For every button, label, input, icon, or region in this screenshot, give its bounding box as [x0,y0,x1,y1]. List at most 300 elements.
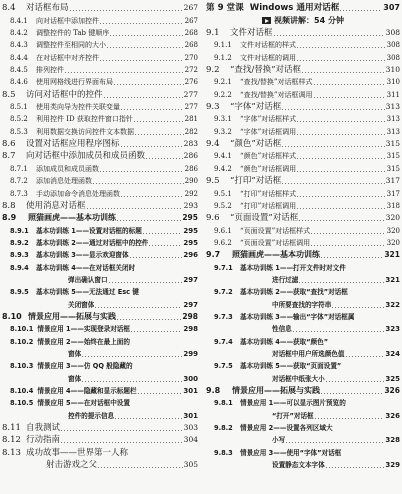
entry-number: 9.4.2 [214,164,232,173]
toc-left-column [2,2,198,471]
leader-dots [100,23,184,24]
entry-page: 282 [184,127,198,136]
entry-title: “颜色”对话框调用 [240,164,297,173]
entry-page: 276 [184,78,198,87]
entry-number: 9.7.4 [214,337,233,346]
entry-number: 9.7.5 [214,362,233,371]
entry-number: 9.8 [206,386,221,395]
entry-page: 322 [385,300,400,309]
toc-entry [2,409,198,421]
entry-title: 中所要查找的字符串 [272,300,332,309]
entry-number: 9.8.3 [214,448,233,457]
entry-number: 8.4.2 [10,29,28,38]
entry-number: 9.2.2 [214,90,232,99]
toc-entry [2,459,198,471]
leader-dots [149,245,182,246]
entry-page: 326 [385,411,400,420]
entry-page: 303 [183,423,198,433]
entry-title: “页面设置”对话框样式 [240,226,311,235]
leader-dots [121,146,183,147]
entry-page: 308 [385,28,400,38]
leader-dots [70,10,183,11]
entry-number: 9.4 [206,139,220,150]
entry-number: 9.6 [206,213,220,224]
entry-page: 321 [385,275,400,284]
entry-number: 9.3.2 [214,127,232,136]
toc-entry [206,249,400,261]
toc-entry [2,76,198,88]
entry-title: 弹出确认窗口 [68,275,108,284]
entry-title: 自我测试 [26,423,61,434]
entry-title: 照猫画虎——基本功训练 [232,250,320,260]
toc-entry [2,14,198,26]
toc-entry [206,88,400,100]
leader-dots [134,121,184,122]
leader-dots [107,47,184,48]
toc-entry [206,286,400,298]
entry-page: 313 [386,115,400,124]
entry-number: 8.4.4 [10,53,28,62]
toc-entry [2,237,198,249]
entry-number: 9.8.2 [214,424,233,433]
toc-entry [2,88,198,100]
entry-page: 321 [384,250,400,260]
toc-entry [206,335,400,347]
leader-dots [98,467,183,468]
leader-dots [297,171,385,172]
entry-title: 向对话框中添加成员和成员函数 [26,151,146,162]
entry-number: 8.9.5 [10,288,29,297]
entry-page: 297 [183,275,198,284]
toc-entry [206,76,400,88]
toc-entry [206,125,400,137]
entry-title: 调整控件至相同的大小 [36,41,106,50]
entry-title: 设置静态文本字体 [272,461,325,470]
toc-entry [2,249,198,261]
toc-entry [2,446,198,458]
entry-page: 293 [183,200,198,210]
entry-title: 对话框中用户所选颜色值 [272,349,345,358]
entry-title: 基本功训练 3——显示欢迎窗体 [36,251,129,260]
leader-dots [100,171,184,172]
entry-number: 8.9.1 [10,226,29,235]
entry-title: 基本功训练 4——获取“颜色” [240,337,329,346]
leader-dots [282,183,384,184]
leader-dots [131,331,182,332]
leader-dots [299,282,384,283]
toc-entry [206,348,400,360]
toc-entry [206,397,400,409]
entry-page: 267 [184,16,198,25]
leader-dots [110,35,183,36]
entry-page: 277 [184,103,198,112]
entry-number: 9.1 [206,28,220,39]
entry-title: 使用类向导为控件关联变量 [36,103,120,112]
leader-dots [130,257,183,258]
leader-dots [297,134,385,135]
entry-number: 8.4.1 [10,16,28,25]
entry-page: 296 [183,251,198,260]
entry-number: 9.1.2 [214,53,232,62]
entry-title: “页面设置”对话框 [230,213,299,224]
toc-entry [206,27,400,39]
entry-page: 315 [386,164,400,173]
entry-title: 情景应用——拓展与实践 [232,386,320,395]
toc-entry [206,434,400,446]
toc-entry [206,298,400,310]
toc-entry [2,286,198,298]
entry-page: 320 [386,226,400,235]
leader-dots [311,233,385,234]
entry-number: 9.3 [206,102,220,113]
entry-title: 基本功训练 1——打开文件时对文件 [240,263,346,272]
entry-title: 手动添加命令消息处理函数 [36,189,120,198]
entry-title: “颜色”对话框样式 [240,152,297,161]
entry-title: 成功故事——世界第一人称 [26,447,129,458]
leader-dots [61,442,183,443]
entry-page: 320 [386,238,400,247]
toc-entry [2,348,198,360]
entry-title: 访问对话框中的控件 [26,89,103,100]
toc-entry [2,385,198,397]
entry-page: 311 [386,90,400,99]
entry-title: “字体”对话框 [230,102,282,113]
toc-entry [2,311,198,323]
leader-dots [114,84,184,85]
leader-dots [297,208,385,209]
entry-title: 利用控件 ID 获取控件窗口指针 [36,115,133,124]
entry-number: 8.8 [2,200,16,211]
entry-title: “查找/替换”对话框 [230,65,302,76]
entry-number: 8.5.1 [10,103,28,112]
leader-dots [146,158,183,159]
entry-page: 326 [384,386,400,395]
leader-dots [115,418,182,419]
entry-number: 8.10 [2,311,22,321]
entry-page: 325 [385,374,400,383]
entry-page: 323 [385,325,400,334]
leader-dots [117,220,181,221]
entry-number: 8.4.5 [10,66,28,75]
entry-number: 8.7.2 [10,177,28,186]
entry-page: 310 [385,65,400,75]
entry-page: 328 [385,436,400,445]
toc-right-entries [206,27,400,471]
entry-title: “查找/替换”对话框调用 [240,90,313,99]
leader-dots [274,35,385,36]
entry-number: 9.5.1 [214,189,232,198]
leader-dots [121,196,184,197]
entry-number: 9.6.1 [214,226,232,235]
entry-title: “查找/替换”对话框样式 [240,78,313,87]
entry-number: 8.13 [2,447,21,458]
entry-title: 情景应用 4——隐藏和显示标题栏 [37,387,137,395]
toc-entry [2,138,198,150]
entry-title: 进行过滤 [272,275,299,284]
leader-dots [138,393,183,394]
leader-dots [87,208,183,209]
toc-entry [2,274,198,286]
toc-entry [2,39,198,51]
entry-number: 8.11 [2,423,21,434]
toc-entry [2,434,198,446]
entry-title: 文件对话框的样式 [240,41,296,50]
toc-entry [2,335,198,347]
entry-page: 267 [183,3,198,13]
entry-title: 基本功训练 5——无法通过 Esc 键 [36,288,139,297]
entry-number: 9.7 [206,250,221,260]
leader-dots [314,97,386,98]
entry-title: 情景应用 1——可以显示图片预览的 [240,399,346,408]
entry-title: 调整控件的 Tab 键顺序 [36,29,110,38]
entry-page: 272 [184,66,198,75]
leader-dots [297,47,386,48]
entry-number: 8.6 [2,139,16,150]
leader-dots [321,393,383,394]
toc-entry [206,212,400,224]
leader-dots [143,233,183,234]
entry-title: 文件对话框 [230,28,273,39]
toc-entry [206,385,400,397]
entry-number: 9.7.2 [214,288,233,297]
toc-entry [206,237,400,249]
entry-title: 设置对话框应用程序图标 [26,139,120,150]
entry-page: 329 [385,461,400,470]
chapter-title: Windows 通用对话框 [249,3,340,14]
leader-dots [93,183,184,184]
toc-entry [206,409,400,421]
entry-page: 299 [183,349,198,358]
leader-dots [321,257,383,258]
toc-entry [206,64,400,76]
entry-number: 9.3.1 [214,115,232,124]
leader-dots [302,72,385,73]
entry-number: 8.12 [2,435,21,446]
entry-title: 窗体 [68,349,82,358]
toc-entry [2,51,198,63]
entry-page: 283 [183,139,198,149]
leader-dots [282,109,384,110]
entry-number: 8.9 [2,213,17,223]
entry-title: 基本功训练 2——通过对话框中的控件 [36,238,149,247]
entry-number: 8.7 [2,151,16,162]
entry-number: 8.5.3 [10,127,28,136]
video-icon [262,17,271,24]
entry-title: 利用数据交换访问控件文本数据 [36,127,134,136]
entry-title: “打印”对话框样式 [240,189,297,198]
toc-entry [206,422,400,434]
entry-number: 9.7.3 [214,312,233,321]
entry-number: 9.5.2 [214,201,232,210]
toc-entry [206,187,400,199]
entry-number: 9.6.2 [214,238,232,247]
toc-entry [2,187,198,199]
toc-entry [2,101,198,113]
leader-dots [109,282,183,283]
entry-title: 文件对话框的调用 [240,53,296,62]
toc-entry [206,39,400,51]
entry-number: 9.7.1 [214,263,233,272]
toc-entry [206,51,400,63]
entry-title: “字体”对话框调用 [240,127,297,136]
leader-dots [82,356,182,357]
entry-number: 8.7.1 [10,164,28,173]
entry-title: 基本功训练 3——输出“字体”对话框属 [240,312,355,321]
toc-entry [206,101,400,113]
entry-title: 情景应用 1——实现登录对话框 [37,325,130,334]
entry-title: 控件的提示信息 [68,411,115,420]
entry-title: 使用消息对话框 [26,200,86,211]
entry-title: 向对话框中添加控件 [36,16,99,25]
toc-entry [206,274,400,286]
entry-page: 315 [385,139,400,149]
leader-dots [299,220,384,221]
toc-entry [2,150,198,162]
video-label: 视频讲解：54 分钟 [274,16,344,26]
toc-entry [206,150,400,162]
entry-title: 排列控件 [36,66,64,75]
entry-title: 射击游戏之父 [46,460,98,471]
entry-title: “颜色”对话框 [230,139,282,150]
entry-number: 8.4.6 [10,78,28,87]
entry-number: 9.5 [206,176,220,187]
entry-page: 318 [386,201,400,210]
entry-page: 298 [182,311,198,321]
entry-number: 8.10.4 [10,387,34,395]
toc-entry [2,224,198,236]
entry-number: 8.4.3 [10,41,28,50]
leader-dots [65,72,184,73]
entry-title: 添加成员和成员函数 [36,164,99,173]
toc-entry [2,2,198,14]
entry-page: 295 [183,226,198,235]
entry-number: 8.5 [2,89,16,100]
toc-entry [206,261,400,273]
entry-page: 295 [182,213,198,223]
entry-title: 基本功训练 4——在对话框关闭时 [36,263,136,272]
leader-dots [297,121,385,122]
toc-entry [2,113,198,125]
leader-dots [311,245,385,246]
entry-title: “打开”对话框 [272,411,314,420]
leader-dots [282,146,384,147]
toc-entry [2,200,198,212]
entry-page: 301 [183,411,198,420]
entry-number: 8.7.3 [10,189,28,198]
entry-page: 290 [184,177,198,186]
entry-page: 300 [183,374,198,383]
entry-title: “打印”对话框调用 [240,201,297,210]
entry-number: 9.2.1 [214,78,232,87]
toc-entry [2,298,198,310]
entry-title: 对话框中纸张大小 [272,374,325,383]
leader-dots [135,134,184,135]
entry-title: 基本功训练 2——获取“查找”对话框 [240,288,348,297]
entry-title: 照猫画虎——基本功训练 [28,213,116,223]
toc-entry [206,372,400,384]
entry-number: 8.9.2 [10,238,29,247]
video-note [206,14,400,26]
toc-entry [206,360,400,372]
entry-page: 286 [183,151,198,161]
leader-dots [314,84,386,85]
toc-entry [206,311,400,323]
entry-title: “页面设置”对话框调用 [240,238,311,247]
leader-dots [326,381,385,382]
toc-entry [2,64,198,76]
toc-entry [206,138,400,150]
entry-page: 292 [184,189,198,198]
toc-entry [2,372,198,384]
entry-page: 313 [385,102,400,112]
toc-entry [2,162,198,174]
leader-dots [117,319,181,320]
entry-page: 281 [184,115,198,124]
entry-page: 298 [183,325,198,334]
entry-title: 小写 [272,436,286,445]
toc-entry [2,125,198,137]
entry-title: 使用网格线进行界面布局 [36,78,113,87]
entry-title: “字体”对话框样式 [240,115,297,124]
leader-dots [315,418,385,419]
leader-dots [297,158,385,159]
entry-page: 310 [386,78,400,87]
entry-page: 277 [183,89,198,99]
toc-entry [206,200,400,212]
entry-page: 308 [386,53,400,62]
leader-dots [286,442,384,443]
entry-page: 304 [183,435,198,445]
toc-entry [206,224,400,236]
toc-entry [206,175,400,187]
entry-number: 9.8.1 [214,399,233,408]
toc-entry [2,175,198,187]
entry-title: 基本功训练 1——设置对话框的标题 [36,226,142,235]
leader-dots [293,331,385,332]
toc-entry [206,323,400,335]
entry-number: 8.10.3 [10,362,34,371]
toc-entry [2,422,198,434]
entry-title: 情景应用 2——始终在最上面的 [37,337,130,346]
entry-title: 性信息 [272,325,292,334]
entry-page: 308 [386,41,400,50]
leader-dots [340,10,382,11]
entry-page: 305 [183,460,198,470]
entry-number: 9.2 [206,65,220,76]
entry-number: 8.9.3 [10,251,29,260]
entry-number: 9.1.1 [214,41,232,50]
entry-title: 在对话框中对齐控件 [36,53,99,62]
toc-entry [206,459,400,471]
entry-title: “打印”对话框 [230,176,282,187]
toc-entry [2,360,198,372]
leader-dots [100,60,184,61]
toc-right-column [206,2,400,471]
chapter-page: 307 [383,3,400,13]
leader-dots [326,467,385,468]
entry-number: 8.4 [2,3,16,14]
entry-page: 301 [183,387,198,395]
entry-number: 8.10.1 [10,325,34,334]
entry-number: 9.4.1 [214,152,232,161]
entry-number: 8.5.2 [10,115,28,124]
leader-dots [61,430,183,431]
leader-dots [332,307,384,308]
entry-number: 8.9.4 [10,263,29,272]
entry-page: 286 [184,164,198,173]
entry-page: 313 [386,127,400,136]
entry-title: 窗体 [68,374,82,383]
